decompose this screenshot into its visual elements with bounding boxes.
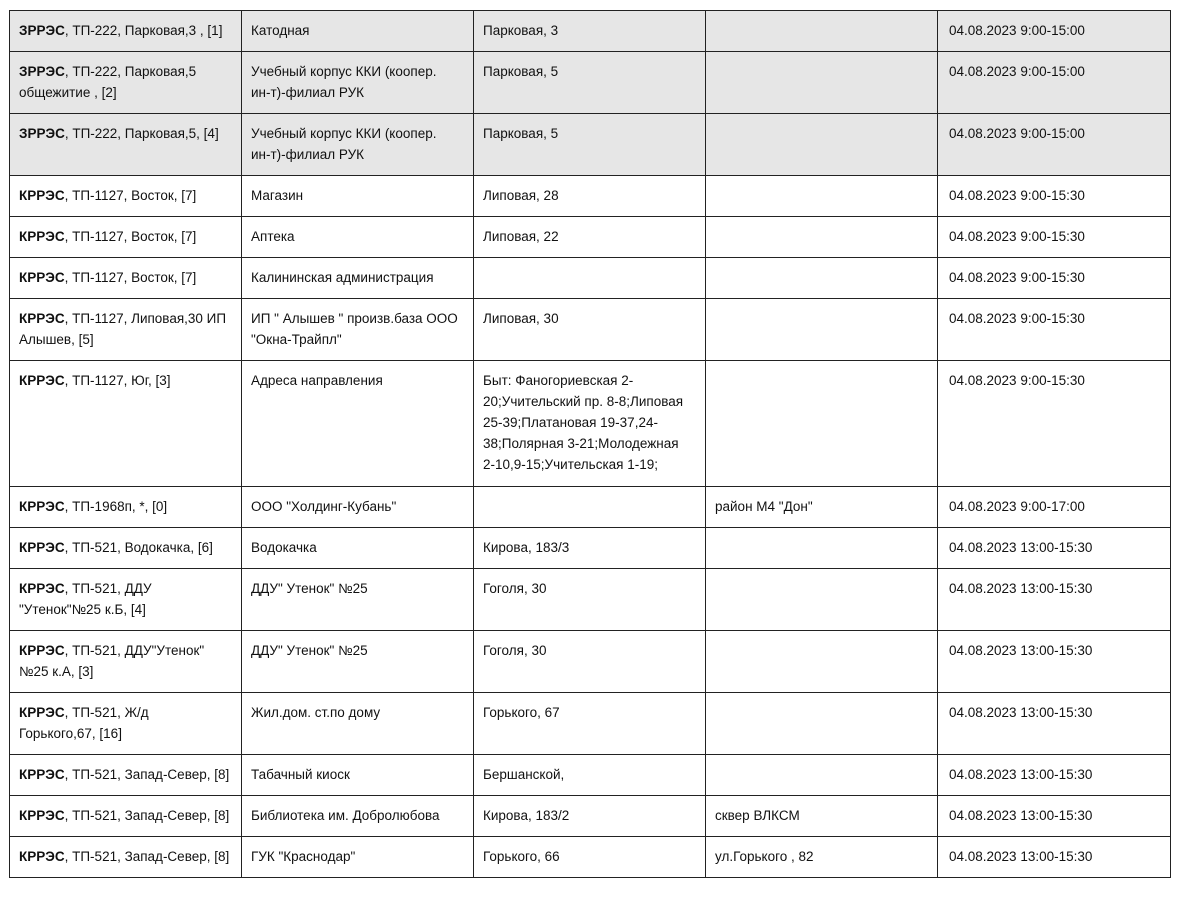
consumer-cell: Учебный корпус ККИ (коопер. ин-т)-филиал РУК bbox=[242, 114, 474, 176]
table-row bbox=[10, 631, 1171, 693]
note-cell bbox=[706, 217, 938, 258]
consumer-cell: ИП " Алышев " произв.база ООО "Окна-Трайпл" bbox=[242, 299, 474, 361]
address-cell: Липовая, 28 bbox=[474, 176, 706, 217]
table-row bbox=[10, 258, 1171, 299]
consumer-cell: Водокачка bbox=[242, 528, 474, 569]
address-cell bbox=[474, 258, 706, 299]
feeder-cell bbox=[10, 258, 242, 299]
org-code: КРРЭС bbox=[19, 499, 65, 514]
address-cell: Бершанской, bbox=[474, 755, 706, 796]
feeder-text: , ТП-1127, Восток, [7] bbox=[64, 229, 197, 244]
org-code: КРРЭС bbox=[19, 767, 65, 782]
feeder-cell bbox=[10, 528, 242, 569]
org-code: КРРЭС bbox=[19, 581, 65, 596]
note-cell: сквер ВЛКСМ bbox=[706, 796, 938, 837]
feeder-cell bbox=[10, 631, 242, 693]
feeder-cell bbox=[10, 487, 242, 528]
outage-time-cell: 04.08.2023 9:00-15:30 bbox=[938, 361, 1171, 487]
feeder-cell bbox=[10, 176, 242, 217]
note-cell bbox=[706, 176, 938, 217]
table-row bbox=[10, 693, 1171, 755]
feeder-text: , ТП-1968п, *, [0] bbox=[64, 499, 168, 514]
outage-time-cell: 04.08.2023 13:00-15:30 bbox=[938, 631, 1171, 693]
outage-schedule-table bbox=[9, 10, 1171, 878]
org-code: КРРЭС bbox=[19, 540, 65, 555]
consumer-cell: Библиотека им. Добролюбова bbox=[242, 796, 474, 837]
address-cell: Быт: Фаногориевская 2- 20;Учительский пр. 8-8;Липовая 25-39;Платановая 19-37,24- 38;Полярная 3-21;Молодежная 2-10,9-15;Учительская 1-19; bbox=[474, 361, 706, 487]
consumer-cell: Жил.дом. ст.по дому bbox=[242, 693, 474, 755]
table-row bbox=[10, 361, 1171, 487]
feeder-cell bbox=[10, 796, 242, 837]
consumer-cell: Катодная bbox=[242, 11, 474, 52]
feeder-cell bbox=[10, 569, 242, 631]
outage-time-cell: 04.08.2023 13:00-15:30 bbox=[938, 528, 1171, 569]
table-row bbox=[10, 755, 1171, 796]
note-cell bbox=[706, 114, 938, 176]
feeder-text: , ТП-1127, Восток, [7] bbox=[64, 270, 197, 285]
outage-time-cell: 04.08.2023 9:00-15:30 bbox=[938, 217, 1171, 258]
org-code: КРРЭС bbox=[19, 311, 65, 326]
feeder-text: , ТП-521, Запад-Север, [8] bbox=[64, 767, 230, 782]
address-cell: Кирова, 183/3 bbox=[474, 528, 706, 569]
org-code: КРРЭС bbox=[19, 705, 65, 720]
table-row bbox=[10, 217, 1171, 258]
note-cell bbox=[706, 361, 938, 487]
table-row bbox=[10, 528, 1171, 569]
note-cell: район М4 "Дон" bbox=[706, 487, 938, 528]
table-row bbox=[10, 837, 1171, 878]
org-code: КРРЭС bbox=[19, 188, 65, 203]
address-cell bbox=[474, 487, 706, 528]
outage-time-cell: 04.08.2023 9:00-15:00 bbox=[938, 114, 1171, 176]
address-cell: Липовая, 22 bbox=[474, 217, 706, 258]
consumer-cell: Учебный корпус ККИ (коопер. ин-т)-филиал РУК bbox=[242, 52, 474, 114]
outage-time-cell: 04.08.2023 13:00-15:30 bbox=[938, 569, 1171, 631]
outage-time-cell: 04.08.2023 13:00-15:30 bbox=[938, 755, 1171, 796]
feeder-text: , ТП-521, Водокачка, [6] bbox=[64, 540, 213, 555]
outage-time-cell: 04.08.2023 9:00-15:30 bbox=[938, 299, 1171, 361]
org-code: КРРЭС bbox=[19, 643, 65, 658]
table-row bbox=[10, 11, 1171, 52]
outage-time-cell: 04.08.2023 13:00-15:30 bbox=[938, 693, 1171, 755]
consumer-cell: ДДУ" Утенок" №25 bbox=[242, 631, 474, 693]
feeder-text: , ТП-1127, Липовая,30 ИП Алышев, [5] bbox=[19, 311, 227, 347]
feeder-text: , ТП-521, Запад-Север, [8] bbox=[64, 849, 230, 864]
consumer-cell: Аптека bbox=[242, 217, 474, 258]
note-cell bbox=[706, 693, 938, 755]
address-cell: Парковая, 5 bbox=[474, 52, 706, 114]
address-cell: Парковая, 3 bbox=[474, 11, 706, 52]
consumer-cell: Адреса направления bbox=[242, 361, 474, 487]
note-cell bbox=[706, 299, 938, 361]
note-cell bbox=[706, 569, 938, 631]
org-code: ЗРРЭС bbox=[19, 23, 65, 38]
outage-time-cell: 04.08.2023 9:00-15:00 bbox=[938, 11, 1171, 52]
table-row bbox=[10, 487, 1171, 528]
org-code: КРРЭС bbox=[19, 229, 65, 244]
org-code: КРРЭС bbox=[19, 849, 65, 864]
org-code: КРРЭС bbox=[19, 373, 65, 388]
outage-time-cell: 04.08.2023 9:00-15:30 bbox=[938, 176, 1171, 217]
feeder-cell bbox=[10, 755, 242, 796]
feeder-cell bbox=[10, 217, 242, 258]
address-cell: Горького, 67 bbox=[474, 693, 706, 755]
feeder-text: , ТП-1127, Юг, [3] bbox=[64, 373, 171, 388]
note-cell bbox=[706, 258, 938, 299]
feeder-cell bbox=[10, 114, 242, 176]
table-row bbox=[10, 52, 1171, 114]
feeder-cell bbox=[10, 837, 242, 878]
outage-time-cell: 04.08.2023 9:00-17:00 bbox=[938, 487, 1171, 528]
feeder-text: , ТП-222, Парковая,5 общежитие , [2] bbox=[19, 64, 197, 100]
feeder-cell bbox=[10, 693, 242, 755]
feeder-cell bbox=[10, 299, 242, 361]
feeder-text: , ТП-222, Парковая,5, [4] bbox=[64, 126, 219, 141]
feeder-cell bbox=[10, 52, 242, 114]
feeder-text: , ТП-521, Запад-Север, [8] bbox=[64, 808, 230, 823]
feeder-text: , ТП-1127, Восток, [7] bbox=[64, 188, 197, 203]
consumer-cell: ООО "Холдинг-Кубань" bbox=[242, 487, 474, 528]
address-cell: Парковая, 5 bbox=[474, 114, 706, 176]
org-code: КРРЭС bbox=[19, 270, 65, 285]
note-cell: ул.Горького , 82 bbox=[706, 837, 938, 878]
org-code: КРРЭС bbox=[19, 808, 65, 823]
outage-time-cell: 04.08.2023 9:00-15:30 bbox=[938, 258, 1171, 299]
consumer-cell: Табачный киоск bbox=[242, 755, 474, 796]
org-code: ЗРРЭС bbox=[19, 64, 65, 79]
consumer-cell: Калининская администрация bbox=[242, 258, 474, 299]
feeder-text: , ТП-521, ДДУ"Утенок" №25 к.А, [3] bbox=[19, 643, 205, 679]
table-row bbox=[10, 114, 1171, 176]
address-cell: Гоголя, 30 bbox=[474, 569, 706, 631]
consumer-cell: ДДУ" Утенок" №25 bbox=[242, 569, 474, 631]
feeder-text: , ТП-521, ДДУ "Утенок"№25 к.Б, [4] bbox=[19, 581, 152, 617]
address-cell: Липовая, 30 bbox=[474, 299, 706, 361]
outage-schedule-rows bbox=[10, 11, 1171, 878]
feeder-text: , ТП-222, Парковая,3 , [1] bbox=[64, 23, 223, 38]
table-row bbox=[10, 176, 1171, 217]
outage-time-cell: 04.08.2023 9:00-15:00 bbox=[938, 52, 1171, 114]
org-code: ЗРРЭС bbox=[19, 126, 65, 141]
consumer-cell: ГУК "Краснодар" bbox=[242, 837, 474, 878]
outage-time-cell: 04.08.2023 13:00-15:30 bbox=[938, 796, 1171, 837]
address-cell: Кирова, 183/2 bbox=[474, 796, 706, 837]
note-cell bbox=[706, 755, 938, 796]
note-cell bbox=[706, 52, 938, 114]
feeder-cell bbox=[10, 11, 242, 52]
table-row bbox=[10, 569, 1171, 631]
note-cell bbox=[706, 631, 938, 693]
address-cell: Горького, 66 bbox=[474, 837, 706, 878]
feeder-cell bbox=[10, 361, 242, 487]
feeder-text: , ТП-521, Ж/д Горького,67, [16] bbox=[19, 705, 149, 741]
address-cell: Гоголя, 30 bbox=[474, 631, 706, 693]
outage-time-cell: 04.08.2023 13:00-15:30 bbox=[938, 837, 1171, 878]
consumer-cell: Магазин bbox=[242, 176, 474, 217]
table-row bbox=[10, 299, 1171, 361]
note-cell bbox=[706, 11, 938, 52]
note-cell bbox=[706, 528, 938, 569]
table-row bbox=[10, 796, 1171, 837]
